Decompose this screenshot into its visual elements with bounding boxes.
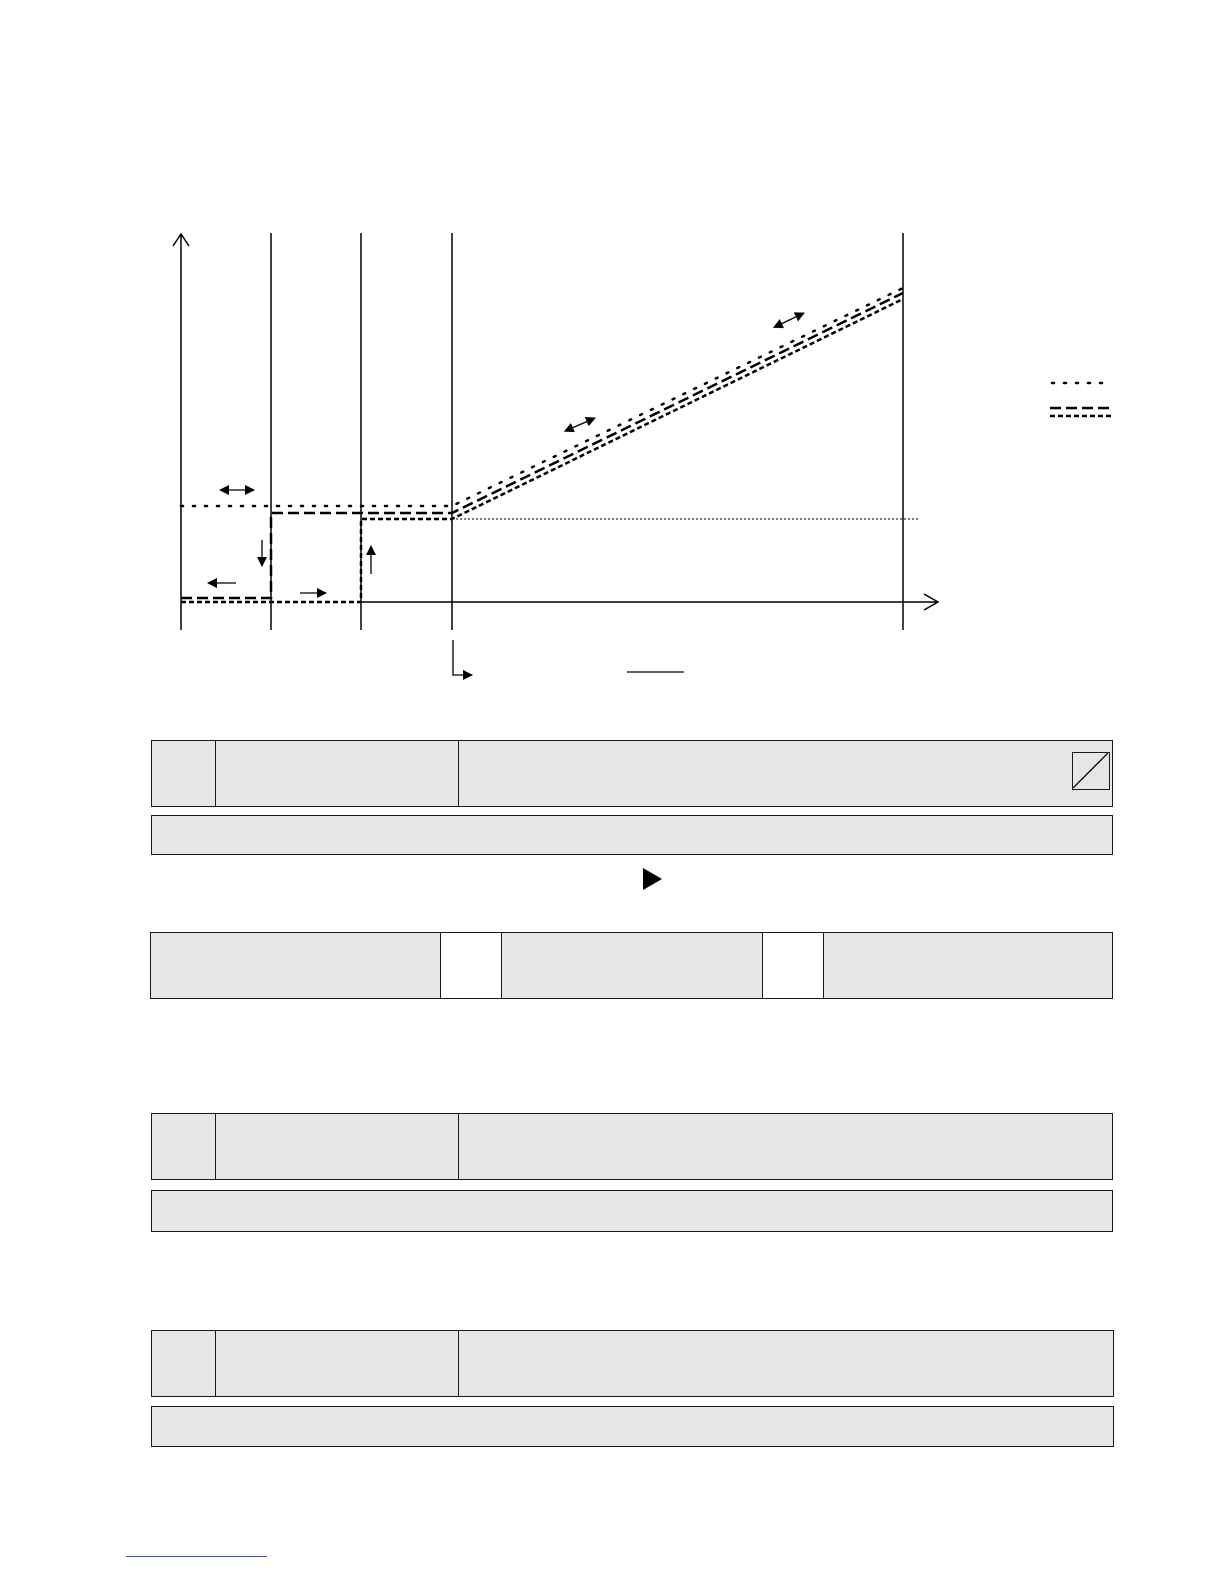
parameter-number-cell [215,1331,216,1396]
setting-cell [440,933,502,998]
parameter-number-cell [215,1114,216,1179]
parameter-description-1 [151,815,1113,855]
parameter-description-3 [151,1406,1114,1447]
double-arrow-icon [781,313,804,324]
parameter-name-cell [458,1331,459,1396]
parameter-header-3 [151,1330,1114,1397]
time-marker-arrow-icon [453,640,472,675]
parameter-header-2 [151,1113,1113,1180]
long-dashed-curve [181,293,903,598]
footer-link[interactable] [126,1556,267,1557]
diagonal-square-icon [1072,752,1110,790]
parameter-description-2 [151,1190,1113,1232]
parameter-name-cell [458,1114,459,1179]
speed-curve-diagram [0,0,1224,720]
setting-row [150,932,1113,999]
parameter-header-1 [151,740,1113,807]
setting-cell [762,933,824,998]
dotted-curve [181,288,903,506]
play-arrow-icon [643,868,662,890]
parameter-number-cell [215,741,216,806]
parameter-name-cell [458,741,459,806]
double-arrow-icon [572,418,595,428]
